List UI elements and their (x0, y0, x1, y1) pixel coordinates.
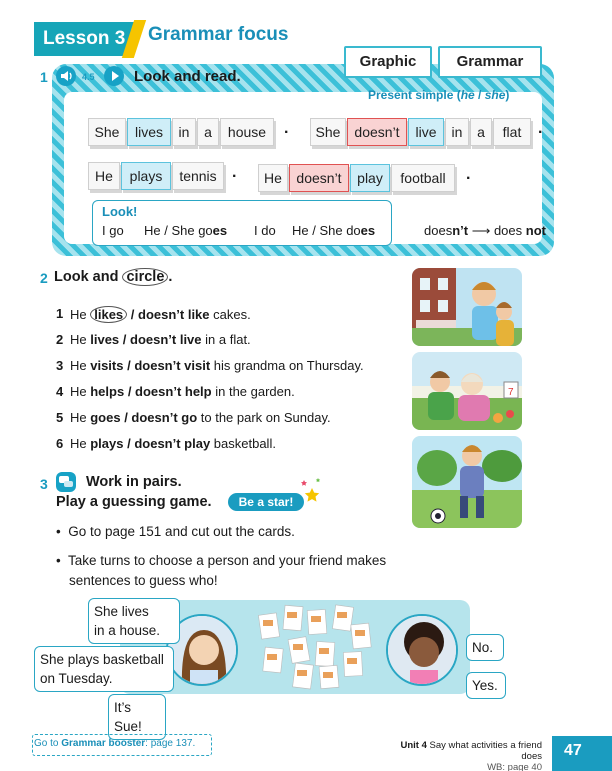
word-block: flat (493, 118, 531, 146)
item-text-part: to the park on Sunday. (197, 410, 331, 425)
sentence-period: . (284, 120, 289, 137)
card-stack (254, 604, 376, 690)
look-nt: n’t (452, 223, 469, 238)
audio-icon[interactable] (56, 66, 76, 86)
word-block: football (391, 164, 455, 192)
picture-park (412, 436, 522, 528)
bullet-2-continued: sentences to guess who! (69, 573, 218, 588)
lesson-tab (34, 22, 134, 56)
unit-info (380, 740, 542, 771)
word-block: house (220, 118, 274, 146)
look-does: does (424, 223, 453, 238)
look-title: Look! (102, 204, 138, 219)
section-2-number: 2 (40, 270, 48, 286)
page-number: 47 (552, 736, 612, 771)
look-i-do: I do (254, 223, 276, 238)
section-3-heading-1: Work in pairs. (86, 474, 182, 490)
word-block-negative: doesn’t (289, 164, 349, 192)
booster-page: : page 137. (145, 738, 196, 749)
look-es-ending: es (360, 223, 376, 238)
item-number: 3 (56, 358, 64, 373)
bubble-1-line-2: in a house. (94, 623, 161, 638)
bullet-2-text: Take turns to choose a person and your friend makes (67, 553, 387, 568)
item-text-part: his grandma on Thursday. (210, 358, 364, 373)
option-negative[interactable]: doesn’t go (131, 410, 198, 425)
option-positive[interactable]: helps (90, 384, 125, 399)
option-positive[interactable]: visits (90, 358, 124, 373)
graphic-tab (344, 46, 432, 78)
section-2-heading-end: . (168, 269, 173, 285)
look-he-she-go: He / She go (144, 223, 213, 238)
exercise-item (70, 306, 251, 323)
word-block: He (258, 164, 288, 192)
word-block: a (470, 118, 492, 146)
word-block: She (88, 118, 126, 146)
item-text-part: in a flat. (201, 332, 251, 347)
item-text-part: / (123, 436, 135, 451)
exercise-item (70, 410, 331, 425)
word-block-verb: plays (121, 162, 171, 190)
item-text-part: / (119, 332, 130, 347)
exercise-item (70, 384, 295, 399)
item-text-part: He (70, 410, 91, 425)
subtitle-prefix: Present simple ( (368, 88, 461, 102)
word-block: tennis (172, 162, 224, 190)
look-i-go: I go (102, 223, 124, 238)
option-negative[interactable]: doesn’t help (135, 384, 212, 399)
word-block-verb: lives (127, 118, 171, 146)
lesson-label: Lesson 3 (43, 28, 126, 49)
item-text-part: He (70, 358, 91, 373)
item-text-part: / (124, 384, 136, 399)
unit-description: Say what activities a friend does (426, 740, 542, 762)
grammar-tab (438, 46, 542, 78)
grammar-booster-link[interactable] (34, 738, 195, 749)
exercise-item (70, 358, 364, 373)
exercise-item (70, 332, 251, 347)
play-icon[interactable] (104, 66, 124, 86)
section-1-heading: Look and read. (134, 68, 241, 85)
picture-garden (412, 352, 522, 430)
look-arrow: ⟶ does (468, 223, 526, 238)
option-negative[interactable]: doesn’t play (134, 436, 211, 451)
bubble-2-line-1: She plays basketball (40, 652, 164, 667)
booster-name: Grammar booster (61, 738, 146, 749)
look-he-she-does (292, 223, 375, 238)
word-block-verb: live (408, 118, 444, 146)
item-text-part: in the garden. (211, 384, 295, 399)
item-number: 6 (56, 436, 64, 451)
item-text-part: / (123, 358, 135, 373)
option-negative[interactable]: doesn’t like (138, 307, 210, 322)
look-he-she-do: He / She do (292, 223, 361, 238)
booster-prefix: Go to (34, 738, 62, 749)
section-2-heading-text: Look and (54, 269, 123, 285)
picture-boy-house (412, 268, 522, 346)
sentence-period: . (466, 166, 471, 183)
subtitle-suffix: ) (505, 88, 510, 102)
word-block: a (197, 118, 219, 146)
item-number: 1 (56, 306, 64, 321)
subtitle-he: he (460, 88, 475, 102)
exercise-item (70, 436, 276, 451)
lesson-title: Grammar focus (148, 24, 289, 45)
svg-text:7: 7 (508, 387, 514, 398)
look-not: not (525, 223, 546, 238)
bubble-1-line-1: She lives (94, 604, 149, 619)
graphic-tab-label: Graphic (359, 53, 417, 70)
section-2-heading (54, 268, 172, 286)
option-positive[interactable]: lives (90, 332, 120, 347)
item-number: 5 (56, 410, 64, 425)
option-negative[interactable]: doesn’t live (130, 332, 202, 347)
subtitle-sep: / (474, 88, 485, 102)
word-block: She (310, 118, 346, 146)
speech-bubble-clue-1 (88, 598, 180, 644)
option-positive[interactable]: plays (90, 436, 124, 451)
sentence-period: . (538, 120, 543, 137)
sentence-period: . (232, 164, 237, 181)
word-block-negative: doesn’t (347, 118, 407, 146)
speech-bubble-no: No. (466, 634, 504, 661)
circle-word: circle (122, 268, 168, 286)
option-positive[interactable]: goes (90, 410, 121, 425)
item-text-part: He (70, 436, 91, 451)
bubble-2-line-2: on Tuesday. (40, 671, 113, 686)
item-text-part: He (70, 332, 91, 347)
item-text-part: basketball. (210, 436, 276, 451)
look-he-she-goes (144, 223, 227, 238)
star-icon (298, 478, 322, 508)
item-text-part: He (70, 307, 91, 322)
word-block: in (445, 118, 469, 146)
grammar-subtitle (368, 88, 509, 102)
grammar-tab-label: Grammar (456, 53, 524, 70)
item-text-part: cakes. (209, 307, 251, 322)
word-block: in (172, 118, 196, 146)
speech-bubble-yes: Yes. (466, 672, 506, 699)
speech-bubble-answer: It’s Sue! (108, 694, 166, 740)
section-3-heading-2: Play a guessing game. (56, 494, 212, 510)
section-3-number: 3 (40, 476, 48, 492)
workbook-ref: WB: page 40 (487, 762, 542, 771)
bullet-1: • Go to page 151 and cut out the cards. (56, 524, 295, 539)
section-1-number: 1 (40, 69, 48, 85)
word-block: He (88, 162, 120, 190)
item-text-part: He (70, 384, 91, 399)
bullet-2: • Take turns to choose a person and your friend makes (56, 553, 387, 568)
word-block-verb: play (350, 164, 390, 192)
item-text-part: / (120, 410, 132, 425)
track-number: 4.5 (82, 72, 95, 82)
be-a-star-badge: Be a star! (228, 493, 304, 511)
item-text-part: / (127, 307, 138, 322)
avatar-girl-2 (386, 614, 458, 686)
option-positive[interactable]: likes (90, 306, 127, 323)
bullet-1-text: Go to page 151 and cut out the cards. (68, 524, 295, 539)
unit-number: Unit 4 (400, 740, 427, 751)
pair-work-icon (56, 472, 76, 492)
item-number: 2 (56, 332, 64, 347)
speech-bubble-clue-2 (34, 646, 174, 692)
option-negative[interactable]: doesn’t visit (134, 358, 211, 373)
look-contraction (424, 223, 546, 239)
subtitle-she: she (484, 88, 506, 102)
item-number: 4 (56, 384, 64, 399)
look-es-ending: es (212, 223, 228, 238)
